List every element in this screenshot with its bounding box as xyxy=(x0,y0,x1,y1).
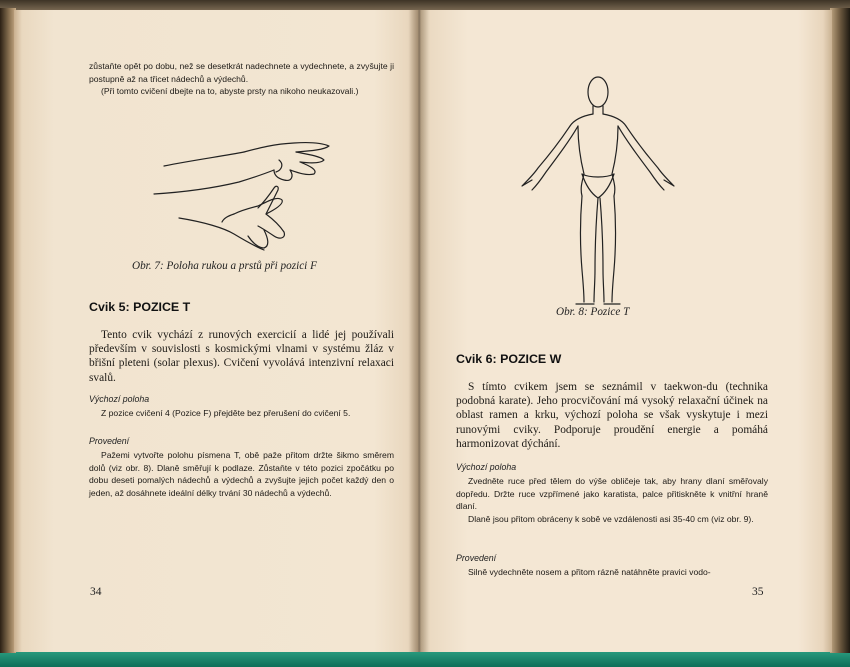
upper-hand-top xyxy=(244,143,329,152)
start-position-block-right xyxy=(456,475,768,525)
start-position-text-2: Dlaně jsou přitom obráceny k sobě ve vzdálenosti asi 35-40 cm (viz obr. 9). xyxy=(468,513,754,524)
start-position-label: Výchozí poloha xyxy=(89,394,150,404)
execution-label-right: Provedení xyxy=(456,553,497,563)
right-page-stack xyxy=(830,8,850,653)
upper-thumb xyxy=(276,160,282,172)
upper-arm-line xyxy=(164,152,244,166)
head xyxy=(588,77,608,107)
figure-8-caption: Obr. 8: Pozice T xyxy=(556,306,630,318)
start-position-label-right: Výchozí poloha xyxy=(456,462,517,472)
figure-8-pose-illustration xyxy=(516,70,686,308)
lower-arm-line xyxy=(179,218,264,250)
exercise-6-intro xyxy=(456,380,768,451)
intro-text xyxy=(89,60,394,98)
exercise-5-intro xyxy=(89,328,394,385)
intro-paragraph-2: (Při tomto cvičení dbejte na to, abyste prsty na nikoho neukazovali.) xyxy=(101,86,359,97)
start-position-text-1: Zvedněte ruce před tělem do výše obličeje tak, aby hrany dlaní směřovaly dopředu. Držte ruce vzpřímené jako karatista, palce přitiskněte k vnitřní hraně dlaní. xyxy=(456,476,768,512)
lower-thumb xyxy=(222,214,234,222)
page-number-left: 34 xyxy=(90,586,102,598)
exercise-6-intro-text: S tímto cvikem jsem se seznámil v taekwon-du (technika podobná karate). Jeho procvičování má vysoký relaxační účinek na oblast ramen a krku, výchozí poloha se však vyskytuje i mezi runovými cviky. Podporuje proudění energie a pomáhá harmonizovat dýchání. xyxy=(456,381,768,450)
book-gutter xyxy=(408,10,430,652)
execution-block xyxy=(89,449,394,499)
left-page xyxy=(14,10,418,652)
execution-block-right xyxy=(456,566,768,579)
figure-7-hands-illustration xyxy=(124,130,354,260)
execution-label: Provedení xyxy=(89,436,130,446)
execution-text: Pažemi vytvořte polohu písmena T, obě paže přitom držte šikmo směrem dolů (viz obr. 8). Dlaně směřují k podlaze. Zůstaňte v této pozici zpočátku po dobu deseti pomalých nádechů a výdechů a zvyšujte jejich počet každý den o jeden, až dosáhnete ideální délky trvání 30 nádechů a výdechů. xyxy=(89,450,394,498)
page-number-right: 35 xyxy=(752,586,764,598)
figure-7-caption: Obr. 7: Poloha rukou a prstů při pozici F xyxy=(132,260,317,272)
lower-hand xyxy=(234,198,284,248)
lower-index-finger xyxy=(258,186,278,214)
trunks xyxy=(582,174,614,198)
intro-paragraph-1: zůstaňte opět po dobu, než se desetkrát nadechnete a vydechnete, a zvyšujte ji postupně až na třicet nádechů a výdechů. xyxy=(89,61,394,84)
start-position-text: Z pozice cvičení 4 (Pozice F) přejděte bez přerušení do cvičení 5. xyxy=(101,408,351,418)
exercise-5-intro-text: Tento cvik vychází z runových exercicií a lidé jej používali především v souvislosti s kosmickými vlnami v systému žláz v břišní pleteni (solar plexus). Cvičení vyvolává intenzivní relaxaci svalů. xyxy=(89,329,394,384)
waist-line xyxy=(582,174,614,177)
right-page xyxy=(418,10,832,652)
execution-text-right: Silně vydechněte nosem a přitom rázně natáhněte pravici vodo- xyxy=(468,567,711,577)
exercise-5-heading: Cvik 5: POZICE T xyxy=(89,300,191,314)
torso xyxy=(578,126,618,196)
exercise-6-heading: Cvik 6: POZICE W xyxy=(456,352,562,366)
left-leg xyxy=(576,196,598,304)
start-position-block xyxy=(89,407,394,420)
right-leg xyxy=(600,196,620,304)
upper-hand-palm xyxy=(154,170,274,194)
